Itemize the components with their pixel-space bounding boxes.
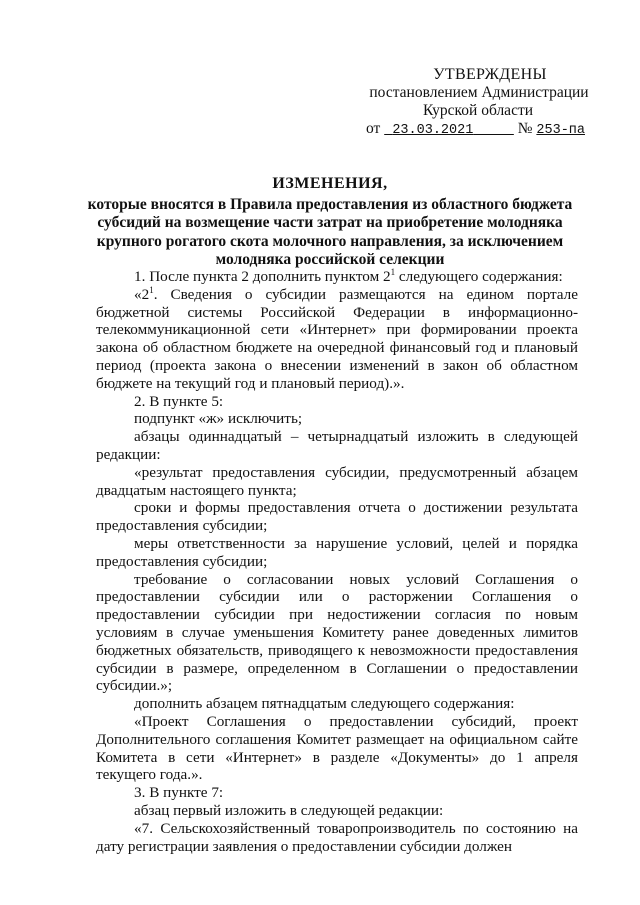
number-label: № [517,120,533,137]
paragraph-8: меры ответственности за нарушение условий, целей и порядка предоставления субсидии; [96,534,578,570]
paragraph-14: «7. Сельскохозяйственный товаропроизводитель по состоянию на дату регистрации заявления о предоставлении субсидии должен [96,819,578,855]
paragraph-6: «результат предоставления субсидии, предусмотренный абзацем двадцатым настоящего пункта; [96,463,578,499]
paragraph-9: требование о согласовании новых условий Соглашения о предоставлении субсидии или о расторжении Соглашения о предоставлении субсидии при недостижении согласия по новым условиям в случае уменьшения Комитету ранее доведенных лимитов бюджетных обязательств, приводящего к невозможности предоставления субсидии в размере, определенном в Соглашении о предоставлении субсидии.»; [96,570,578,695]
approval-block [362,66,590,140]
paragraph-11: «Проект Соглашения о предоставлении субсидий, проект Дополнительного соглашения Комитет размещает на официальном сайте Комитета в сети «Интернет» в разделе «Документы» до 1 апреля текущего года.». [96,712,578,784]
paragraph-10: дополнить абзацем пятнадцатым следующего содержания: [134,695,515,713]
document-body [96,268,578,855]
approval-line-region: Курской области [422,102,534,119]
paragraph-4: подпункт «ж» исключить; [134,410,303,428]
heading-subtitle: которые вносятся в Правила предоставления из областного бюджета субсидий на возмещение части затрат на приобретение молодняка крупного рогатого скота молочного направления, за исключением молодняка российской селекции [87,195,573,268]
paragraph-3: 2. В пункте 5: [134,392,224,410]
paragraph-1: 1. После пункта 2 дополнить пунктом $2^1$ следующего содержания: [134,266,563,285]
approval-date: 23.03.2021 [392,123,474,138]
document-heading [80,175,580,270]
paragraph-5: абзацы одиннадцатый – четырнадцатый изложить в следующей редакции: [96,428,578,463]
approval-number: 253-па [536,123,585,138]
paragraph-13: абзац первый изложить в следующей редакции: [134,801,444,819]
paragraph-12: 3. В пункте 7: [134,784,224,802]
approval-line-decree: постановлением Администрации [369,84,589,101]
paragraph-7: сроки и формы предоставления отчета о достижении результата предоставления субсидии; [96,499,578,535]
approval-date-number [362,120,590,140]
from-label: от [366,120,381,137]
approval-title: УТВЕРЖДЕНЫ [433,66,547,83]
heading-title: ИЗМЕНЕНИЯ, [272,175,388,192]
paragraph-2: «$2^1$. Сведения о субсидии размещаются на едином портале бюджетной системы Российской Федерации в информационно-телекоммуникационной сети «Интернет» при формировании проекта закона об областном бюджете на очередной финансовый год и плановый период (проекта закона о внесении изменений в закон об областном бюджете на текущий год и плановый период).». [96,284,578,392]
